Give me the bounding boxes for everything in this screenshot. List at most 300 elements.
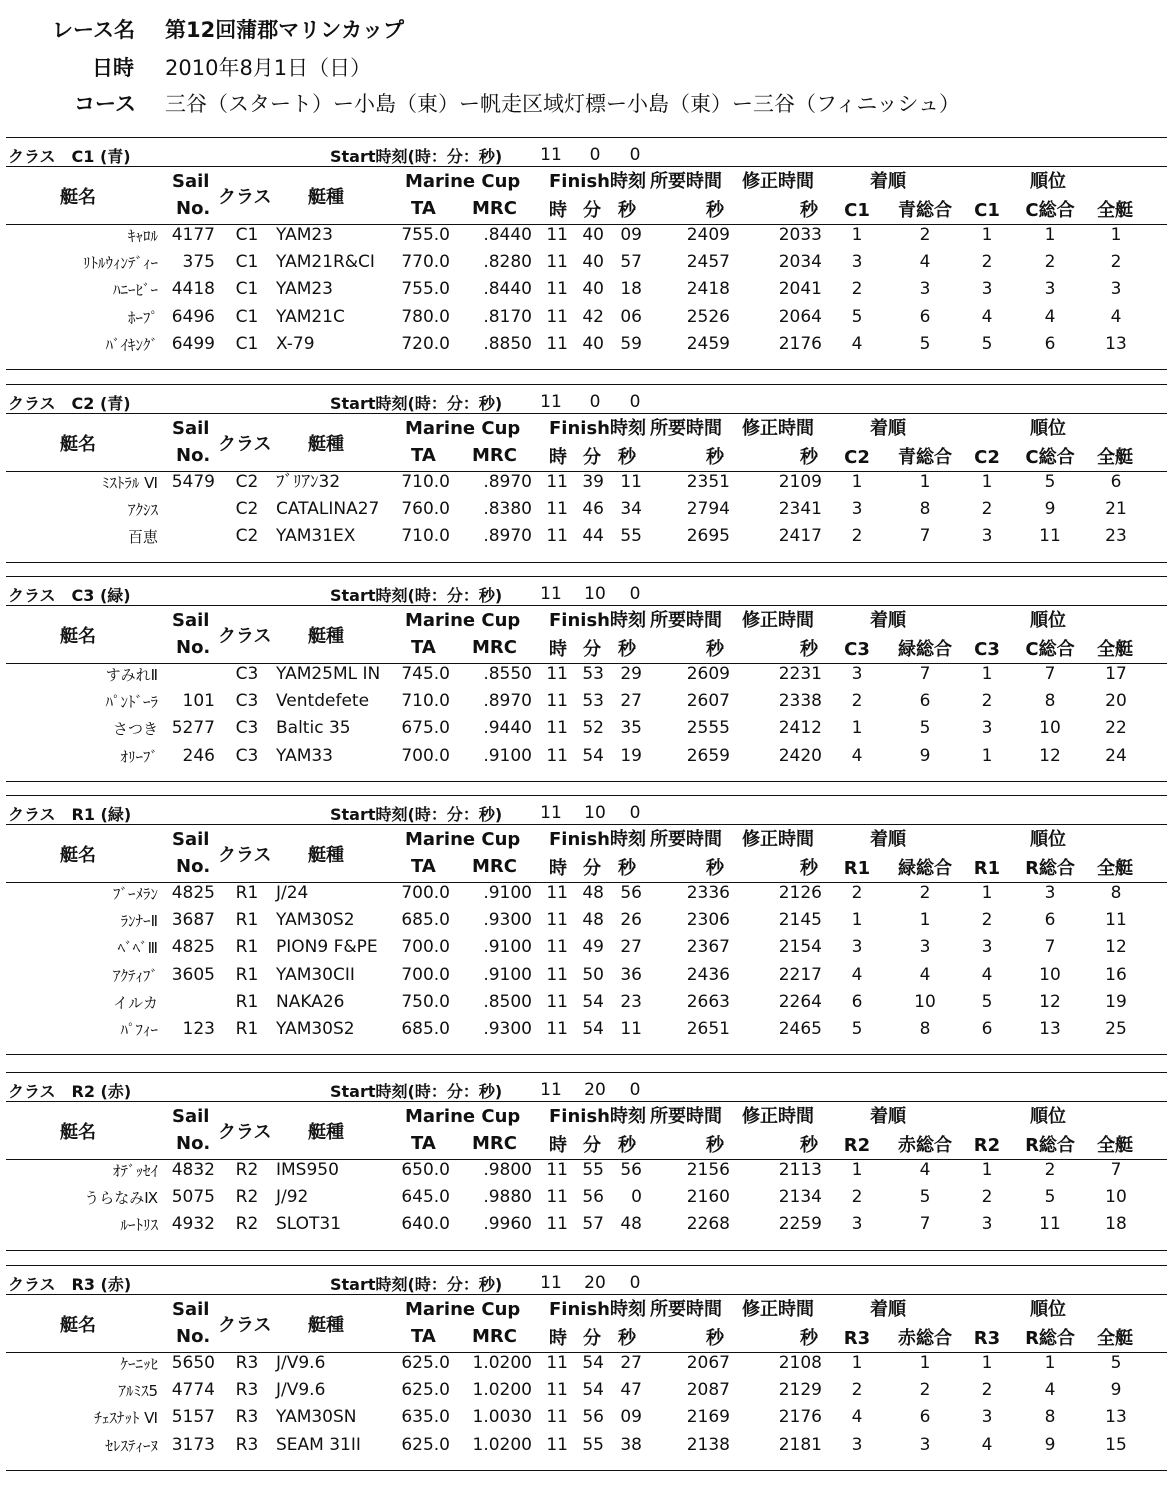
rank-overall: 7 [1044, 664, 1056, 684]
col-rank-class: C3 [974, 639, 1000, 660]
course-value: 三谷（スタート）ー小島（東）ー帆走区域灯標ー小島（東）ー三谷（フィニッシュ） [165, 92, 961, 116]
col-corrected-unit: 秒 [800, 200, 818, 221]
col-arrival: 着順 [870, 418, 906, 439]
arrival-overall: 4 [919, 252, 931, 273]
finish-hour: 11 [546, 691, 568, 712]
col-hour: 時 [549, 639, 567, 660]
elapsed-seconds: 2659 [686, 745, 730, 766]
class-title: クラス R1 (緑) [8, 805, 132, 824]
date-value: 2010年8月1日（日） [165, 56, 372, 80]
start-hour: 11 [540, 1080, 562, 1100]
finish-hour: 11 [546, 252, 568, 273]
arrival-overall: 3 [919, 1434, 931, 1455]
ta-value: 625.0 [401, 1353, 450, 1373]
rank-all: 6 [1110, 472, 1122, 492]
col-elapsed-unit: 秒 [706, 1328, 724, 1349]
boat-name: うらなみⅨ [84, 1189, 158, 1208]
rank-all: 21 [1105, 499, 1127, 520]
col-elapsed-unit: 秒 [706, 858, 724, 879]
finish-minute: 54 [582, 745, 604, 766]
col-all-boats: 全艇 [1097, 447, 1133, 468]
col-no: No. [176, 1133, 211, 1154]
rank-all: 2 [1110, 252, 1122, 273]
col-boat-name: 艇名 [60, 434, 96, 455]
section-bottom-rule [6, 781, 1167, 782]
rank-overall: 12 [1039, 745, 1061, 766]
ta-value: 780.0 [401, 306, 450, 327]
col-arrival-class: R3 [843, 1328, 871, 1349]
boat-type: PION9 F&PE [276, 937, 378, 958]
start-hour: 11 [540, 145, 562, 165]
col-boat-type: 艇種 [308, 434, 344, 455]
arrival-overall: 7 [919, 664, 931, 684]
col-boat-type: 艇種 [308, 1122, 344, 1143]
section-title-rule [6, 605, 1167, 606]
rank-overall: 11 [1039, 1214, 1061, 1235]
sail-number: 4177 [171, 225, 215, 245]
mrc-value: .9100 [483, 937, 532, 958]
finish-second: 11 [620, 472, 642, 492]
col-rank-class: C2 [974, 447, 1000, 468]
finish-hour: 11 [546, 499, 568, 520]
finish-hour: 11 [546, 883, 568, 903]
start-second: 0 [629, 1080, 641, 1100]
col-elapsed-unit: 秒 [706, 1135, 724, 1156]
start-second: 0 [629, 1273, 641, 1293]
col-finish: Finish時刻 [549, 418, 646, 439]
boat-name: さつき [112, 720, 158, 739]
boat-name: ﾊﾟﾝﾄﾞｰﾗ [105, 693, 158, 712]
elapsed-seconds: 2409 [686, 225, 730, 245]
finish-second: 23 [620, 991, 642, 1012]
class-section [0, 576, 1171, 805]
ta-value: 700.0 [401, 745, 450, 766]
col-minute: 分 [583, 200, 601, 221]
finish-hour: 11 [546, 526, 568, 547]
section-bottom-rule [6, 562, 1167, 563]
sail-number: 246 [182, 745, 215, 766]
col-corrected-unit: 秒 [800, 858, 818, 879]
col-boat-name: 艇名 [60, 1315, 96, 1336]
corrected-seconds: 2417 [778, 526, 822, 547]
finish-minute: 50 [582, 964, 604, 985]
boat-class: C1 [235, 333, 259, 354]
col-sail: Sail [172, 1299, 210, 1320]
boat-name: ﾌﾞｰﾒﾗﾝ [112, 885, 158, 903]
rank-class: 4 [981, 1434, 993, 1455]
col-finish: Finish時刻 [549, 610, 646, 631]
arrival-class: 6 [851, 991, 863, 1012]
col-finish: Finish時刻 [549, 171, 646, 192]
elapsed-seconds: 2169 [686, 1407, 730, 1428]
rank-all: 23 [1105, 526, 1127, 547]
rank-class: 1 [981, 745, 993, 766]
elapsed-seconds: 2067 [686, 1353, 730, 1373]
boat-class: R1 [235, 910, 259, 931]
finish-second: 11 [620, 1019, 642, 1039]
arrival-class: 3 [851, 499, 863, 520]
arrival-overall: 2 [919, 883, 931, 903]
finish-minute: 46 [582, 499, 604, 520]
boat-name: ﾎｰﾌﾟ [127, 308, 158, 327]
finish-minute: 42 [582, 306, 604, 327]
section-bottom-rule [6, 1470, 1167, 1471]
rank-class: 3 [981, 1214, 993, 1235]
sail-number: 123 [182, 1019, 215, 1039]
boat-type: Ventdefete [276, 691, 370, 712]
col-hour: 時 [549, 1135, 567, 1156]
ta-value: 745.0 [401, 664, 450, 684]
ta-value: 770.0 [401, 252, 450, 273]
arrival-overall: 3 [919, 937, 931, 958]
finish-minute: 40 [582, 252, 604, 273]
col-ranking: 順位 [1030, 1106, 1066, 1127]
col-second: 秒 [618, 1328, 636, 1349]
corrected-seconds: 2145 [778, 910, 822, 931]
rank-class: 4 [981, 306, 993, 327]
class-section [0, 795, 1171, 1078]
boat-type: YAM23 [276, 225, 333, 245]
col-arrival-overall: 青総合 [898, 447, 952, 468]
finish-hour: 11 [546, 1019, 568, 1039]
arrival-overall: 3 [919, 279, 931, 300]
col-elapsed: 所要時間 [650, 171, 722, 192]
arrival-class: 3 [851, 664, 863, 684]
boat-type: YAM31EX [276, 526, 356, 547]
elapsed-seconds: 2336 [686, 883, 730, 903]
class-title: クラス R3 (赤) [8, 1275, 132, 1294]
rank-overall: 4 [1044, 1380, 1056, 1401]
race-name: 第12回蒲郡マリンカップ [165, 18, 405, 42]
col-arrival-class: C2 [844, 447, 870, 468]
col-minute: 分 [583, 1135, 601, 1156]
arrival-class: 2 [851, 1187, 863, 1208]
col-arrival-class: R2 [843, 1135, 871, 1156]
course-label: コース [74, 92, 136, 116]
elapsed-seconds: 2268 [686, 1214, 730, 1235]
finish-minute: 54 [582, 1380, 604, 1401]
ta-value: 710.0 [401, 472, 450, 492]
col-minute: 分 [583, 639, 601, 660]
col-arrival-class: C1 [844, 200, 870, 221]
col-class: クラス [218, 187, 272, 208]
date-label: 日時 [92, 56, 134, 80]
start-hour: 11 [540, 584, 562, 604]
rank-class: 2 [981, 910, 993, 931]
rank-class: 1 [981, 472, 993, 492]
boat-class: C1 [235, 306, 259, 327]
rank-class: 5 [981, 333, 993, 354]
col-elapsed: 所要時間 [650, 610, 722, 631]
finish-second: 36 [620, 964, 642, 985]
corrected-seconds: 2034 [778, 252, 822, 273]
finish-minute: 52 [582, 718, 604, 739]
col-rank-overall: C総合 [1025, 639, 1075, 660]
col-no: No. [176, 445, 211, 466]
sail-number: 6496 [171, 306, 215, 327]
rank-all: 18 [1105, 1214, 1127, 1235]
elapsed-seconds: 2526 [686, 306, 730, 327]
section-title-rule [6, 1294, 1167, 1295]
arrival-class: 1 [851, 225, 863, 245]
section-top-rule [6, 137, 1167, 138]
elapsed-seconds: 2160 [686, 1187, 730, 1208]
arrival-class: 4 [851, 964, 863, 985]
col-minute: 分 [583, 1328, 601, 1349]
boat-name: ｱｸｼｽ [127, 501, 158, 520]
col-corrected: 修正時間 [742, 829, 814, 850]
mrc-value: .8970 [483, 472, 532, 492]
section-title-rule [6, 413, 1167, 414]
rank-all: 16 [1105, 964, 1127, 985]
arrival-overall: 6 [919, 691, 931, 712]
arrival-class: 1 [851, 910, 863, 931]
col-boat-type: 艇種 [308, 626, 344, 647]
rank-class: 3 [981, 937, 993, 958]
mrc-value: .8970 [483, 526, 532, 547]
finish-minute: 39 [582, 472, 604, 492]
finish-second: 35 [620, 718, 642, 739]
finish-hour: 11 [546, 745, 568, 766]
finish-hour: 11 [546, 279, 568, 300]
elapsed-seconds: 2138 [686, 1434, 730, 1455]
arrival-overall: 4 [919, 1160, 931, 1180]
finish-hour: 11 [546, 664, 568, 684]
boat-type: YAM30SN [276, 1407, 357, 1428]
finish-minute: 55 [582, 1160, 604, 1180]
col-elapsed: 所要時間 [650, 829, 722, 850]
rank-class: 3 [981, 718, 993, 739]
mrc-value: 1.0030 [472, 1407, 532, 1428]
boat-class: R2 [235, 1160, 259, 1180]
boat-name: すみれⅡ [105, 666, 158, 684]
col-arrival-overall: 青総合 [898, 200, 952, 221]
col-arrival-overall: 緑総合 [898, 858, 952, 879]
mrc-value: .8440 [483, 279, 532, 300]
boat-name: ｷｬﾛﾙ [127, 227, 158, 245]
boat-type: CATALINA27 [276, 499, 380, 520]
finish-second: 47 [620, 1380, 642, 1401]
arrival-overall: 5 [919, 718, 931, 739]
finish-second: 09 [620, 225, 642, 245]
col-second: 秒 [618, 858, 636, 879]
col-all-boats: 全艇 [1097, 1135, 1133, 1156]
rank-overall: 6 [1044, 910, 1056, 931]
boat-class: R1 [235, 1019, 259, 1039]
arrival-overall: 5 [919, 1187, 931, 1208]
start-hour: 11 [540, 1273, 562, 1293]
boat-class: R3 [235, 1353, 259, 1373]
corrected-seconds: 2259 [778, 1214, 822, 1235]
rank-overall: 7 [1044, 937, 1056, 958]
boat-type: J/V9.6 [276, 1353, 326, 1373]
start-second: 0 [629, 145, 641, 165]
mrc-value: .8380 [483, 499, 532, 520]
ta-value: 625.0 [401, 1380, 450, 1401]
finish-second: 26 [620, 910, 642, 931]
arrival-overall: 2 [919, 225, 931, 245]
col-second: 秒 [618, 1135, 636, 1156]
col-no: No. [176, 198, 211, 219]
finish-minute: 56 [582, 1407, 604, 1428]
corrected-seconds: 2338 [778, 691, 822, 712]
sail-number: 3605 [171, 964, 215, 985]
elapsed-seconds: 2457 [686, 252, 730, 273]
rank-class: 2 [981, 691, 993, 712]
col-all-boats: 全艇 [1097, 1328, 1133, 1349]
boat-name: ｱｸﾃｨﾌﾞ [112, 966, 158, 985]
rank-all: 20 [1105, 691, 1127, 712]
start-hour: 11 [540, 392, 562, 412]
mrc-value: 1.0200 [472, 1434, 532, 1455]
arrival-overall: 1 [919, 910, 931, 931]
col-ta: TA [411, 198, 436, 219]
race-course-line [0, 88, 1171, 124]
corrected-seconds: 2126 [778, 883, 822, 903]
finish-minute: 53 [582, 691, 604, 712]
mrc-value: .9960 [483, 1214, 532, 1235]
start-time-label: Start時刻(時：分：秒) [330, 147, 503, 166]
col-arrival: 着順 [870, 1299, 906, 1320]
col-boat-name: 艇名 [60, 187, 96, 208]
col-boat-type: 艇種 [308, 187, 344, 208]
col-all-boats: 全艇 [1097, 200, 1133, 221]
arrival-overall: 9 [919, 745, 931, 766]
col-mrc: MRC [472, 856, 517, 877]
rank-overall: 10 [1039, 964, 1061, 985]
finish-minute: 40 [582, 279, 604, 300]
finish-second: 56 [620, 1160, 642, 1180]
arrival-overall: 1 [919, 472, 931, 492]
boat-type: ﾌﾞﾘｱﾝ32 [276, 472, 341, 492]
corrected-seconds: 2217 [778, 964, 822, 985]
ta-value: 685.0 [401, 910, 450, 931]
ta-value: 625.0 [401, 1434, 450, 1455]
rank-all: 13 [1105, 1407, 1127, 1428]
arrival-overall: 6 [919, 306, 931, 327]
boat-type: J/24 [276, 883, 309, 903]
col-rank-class: C1 [974, 200, 1000, 221]
arrival-class: 1 [851, 1353, 863, 1373]
col-arrival-class: R1 [843, 858, 871, 879]
finish-hour: 11 [546, 718, 568, 739]
rank-class: 2 [981, 1380, 993, 1401]
col-corrected-unit: 秒 [800, 447, 818, 468]
elapsed-seconds: 2609 [686, 664, 730, 684]
rank-class: 2 [981, 499, 993, 520]
class-title: クラス C2 (青) [8, 394, 131, 413]
start-minute: 10 [584, 803, 606, 823]
finish-hour: 11 [546, 333, 568, 354]
boat-type: YAM21C [276, 306, 345, 327]
start-time-label: Start時刻(時：分：秒) [330, 586, 503, 605]
col-finish: Finish時刻 [549, 1299, 646, 1320]
elapsed-seconds: 2555 [686, 718, 730, 739]
class-section [0, 384, 1171, 586]
rank-all: 8 [1110, 883, 1122, 903]
start-time-label: Start時刻(時：分：秒) [330, 1082, 503, 1101]
arrival-class: 5 [851, 306, 863, 327]
sail-number: 5075 [171, 1187, 215, 1208]
rank-class: 2 [981, 1187, 993, 1208]
col-corrected: 修正時間 [742, 610, 814, 631]
mrc-value: 1.0200 [472, 1380, 532, 1401]
boat-type: IMS950 [276, 1160, 339, 1180]
col-rank-overall: C総合 [1025, 447, 1075, 468]
finish-hour: 11 [546, 1353, 568, 1373]
col-mrc: MRC [472, 198, 517, 219]
race-title-line [0, 14, 1171, 50]
start-time-label: Start時刻(時：分：秒) [330, 394, 503, 413]
rank-overall: 1 [1044, 1353, 1056, 1373]
col-sail: Sail [172, 829, 210, 850]
mrc-value: .8850 [483, 333, 532, 354]
boat-type: YAM30CII [276, 964, 355, 985]
mrc-value: .9100 [483, 964, 532, 985]
sail-number: 5650 [171, 1353, 215, 1373]
col-corrected: 修正時間 [742, 1299, 814, 1320]
finish-minute: 55 [582, 1434, 604, 1455]
col-corrected-unit: 秒 [800, 1328, 818, 1349]
rank-class: 2 [981, 252, 993, 273]
ta-value: 700.0 [401, 883, 450, 903]
ta-value: 700.0 [401, 964, 450, 985]
section-top-rule [6, 795, 1167, 796]
start-second: 0 [629, 392, 641, 412]
boat-class: C1 [235, 279, 259, 300]
col-elapsed: 所要時間 [650, 418, 722, 439]
rank-overall: 12 [1039, 991, 1061, 1012]
col-rank-overall: R総合 [1025, 1328, 1075, 1349]
col-hour: 時 [549, 1328, 567, 1349]
rank-overall: 5 [1044, 1187, 1056, 1208]
finish-hour: 11 [546, 1187, 568, 1208]
corrected-seconds: 2181 [778, 1434, 822, 1455]
rank-overall: 8 [1044, 1407, 1056, 1428]
corrected-seconds: 2113 [778, 1160, 822, 1180]
elapsed-seconds: 2651 [686, 1019, 730, 1039]
mrc-value: .9440 [483, 718, 532, 739]
class-title: クラス R2 (赤) [8, 1082, 132, 1101]
col-finish: Finish時刻 [549, 829, 646, 850]
arrival-class: 1 [851, 718, 863, 739]
boat-class: C2 [235, 499, 259, 520]
boat-name: ﾊﾞｲｷﾝｸﾞ [105, 335, 158, 354]
sail-number: 4774 [171, 1380, 215, 1401]
arrival-class: 4 [851, 745, 863, 766]
class-title: クラス C1 (青) [8, 147, 131, 166]
corrected-seconds: 2176 [778, 1407, 822, 1428]
col-class: クラス [218, 1122, 272, 1143]
col-arrival: 着順 [870, 171, 906, 192]
rank-all: 11 [1105, 910, 1127, 931]
rank-class: 1 [981, 1160, 993, 1180]
rank-class: 3 [981, 279, 993, 300]
elapsed-seconds: 2607 [686, 691, 730, 712]
rank-overall: 9 [1044, 499, 1056, 520]
finish-second: 27 [620, 691, 642, 712]
col-corrected: 修正時間 [742, 171, 814, 192]
elapsed-seconds: 2459 [686, 333, 730, 354]
rank-class: 6 [981, 1019, 993, 1039]
finish-hour: 11 [546, 1380, 568, 1401]
finish-hour: 11 [546, 225, 568, 245]
rank-class: 5 [981, 991, 993, 1012]
arrival-class: 2 [851, 1380, 863, 1401]
ta-value: 635.0 [401, 1407, 450, 1428]
mrc-value: .8970 [483, 691, 532, 712]
finish-minute: 48 [582, 910, 604, 931]
